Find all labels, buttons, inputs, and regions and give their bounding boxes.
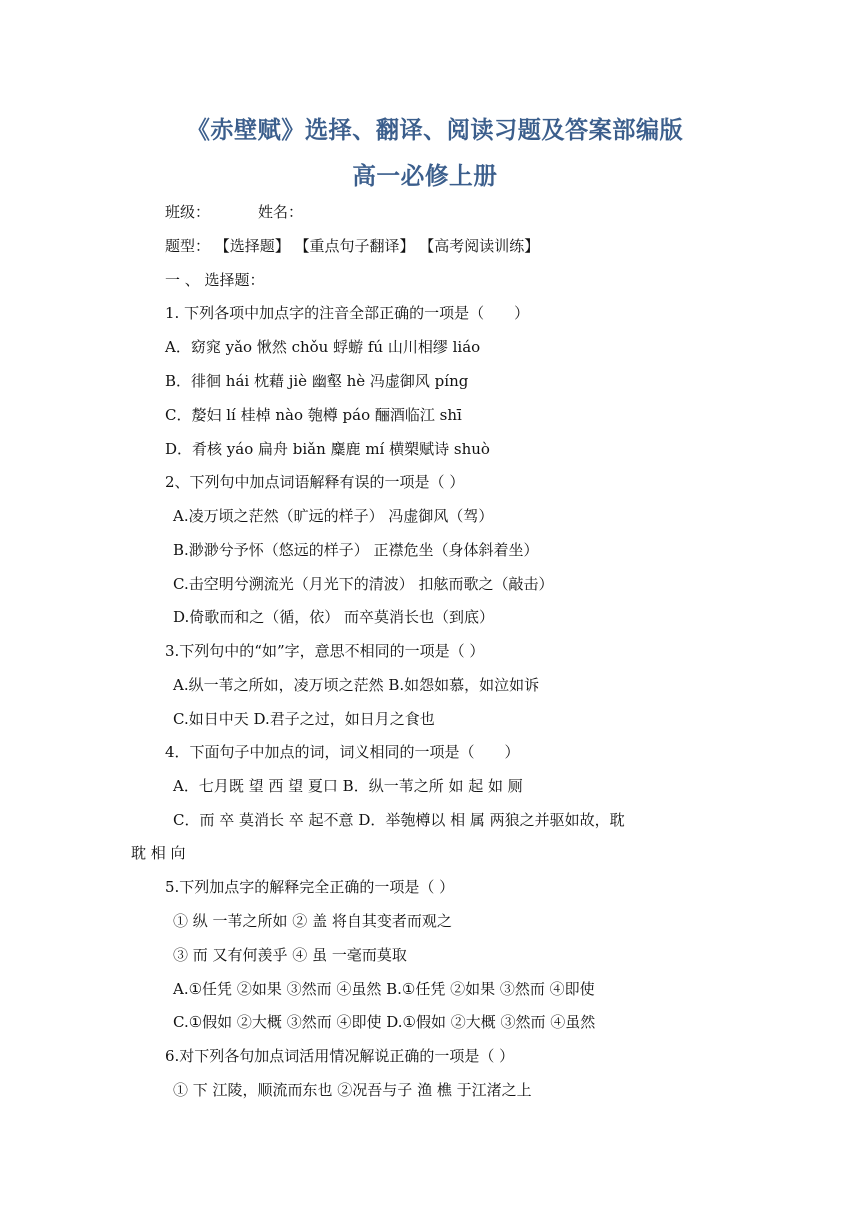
q1-option-a: A．窈窕 yǎo 愀然 chǒu 蜉蝣 fú 山川相缪 liáo: [165, 338, 481, 356]
q1-option-d: D．肴核 yáo 扁舟 biǎn 麋鹿 mí 横槊赋诗 shuò: [165, 440, 490, 458]
q6-items-1: ① 下 江陵，顺流而东也 ②况吾与子 渔 樵 于江渚之上: [173, 1081, 532, 1099]
q2-option-c: C.击空明兮溯流光（月光下的清波） 扣舷而歌之（敲击）: [173, 575, 554, 593]
class-label: 班级：: [165, 203, 211, 221]
q2-stem: 2、下列句中加点词语解释有误的一项是（ ）: [165, 473, 465, 491]
q4-stem: 4．下面句子中加点的词，词义相同的一项是（ ）: [165, 743, 520, 761]
q5-items-1: ① 纵 一苇之所如 ② 盖 将自其变者而观之: [173, 912, 452, 930]
q5-stem: 5.下列加点字的解释完全正确的一项是（ ）: [165, 878, 455, 896]
class-name-row: [165, 202, 303, 222]
q3-options-ab: A.纵一苇之所如，凌万顷之茫然 B.如怨如慕，如泣如诉: [173, 676, 540, 694]
q6-stem: 6.对下列各句加点词活用情况解说正确的一项是（ ）: [165, 1047, 515, 1065]
q2-option-b: B.渺渺兮予怀（悠远的样子） 正襟危坐（身体斜着坐）: [173, 541, 539, 559]
section1-heading: 一 、 选择题：: [165, 271, 265, 289]
q5-items-2: ③ 而 又有何羡乎 ④ 虽 一毫而莫取: [173, 946, 407, 964]
document-title-line1: 《赤壁赋》选择、翻译、阅读习题及答案部编版: [186, 115, 684, 144]
document-title-line2: 高一必修上册: [352, 161, 498, 190]
q1-option-b: B．徘徊 hái 枕藉 jiè 幽壑 hè 冯虚御风 píng: [165, 372, 469, 390]
q2-option-d: D.倚歌而和之（循，依） 而卒莫消长也（到底）: [173, 608, 495, 626]
q1-stem: 1. 下列各项中加点字的注音全部正确的一项是（ ）: [165, 304, 530, 322]
q4-options-cd-continued: 耽 相 向: [131, 844, 186, 862]
q1-option-c: C．嫠妇 lí 桂棹 nào 匏樽 páo 酾酒临江 shī: [165, 406, 462, 424]
question-types: 题型： 【选择题】 【重点句子翻译】 【高考阅读训练】: [165, 237, 540, 255]
q3-options-cd: C.如日中天 D.君子之过，如日月之食也: [173, 710, 435, 728]
q5-options-cd: C.①假如 ②大概 ③然而 ④即使 D.①假如 ②大概 ③然而 ④虽然: [173, 1013, 596, 1031]
q2-option-a: A.凌万顷之茫然（旷远的样子） 冯虚御风（驾）: [173, 507, 494, 525]
q5-options-ab: A.①任凭 ②如果 ③然而 ④虽然 B.①任凭 ②如果 ③然而 ④即使: [173, 980, 595, 998]
name-label: 姓名：: [258, 203, 304, 221]
q3-stem: 3.下列句中的“如”字，意思不相同的一项是（ ）: [165, 642, 485, 660]
q4-options-cd: C．而 卒 莫消长 卒 起不意 D．举匏樽以 相 属 两狼之并驱如故，耽: [173, 811, 625, 829]
q4-options-ab: A．七月既 望 西 望 夏口 B．纵一苇之所 如 起 如 厕: [173, 777, 523, 795]
